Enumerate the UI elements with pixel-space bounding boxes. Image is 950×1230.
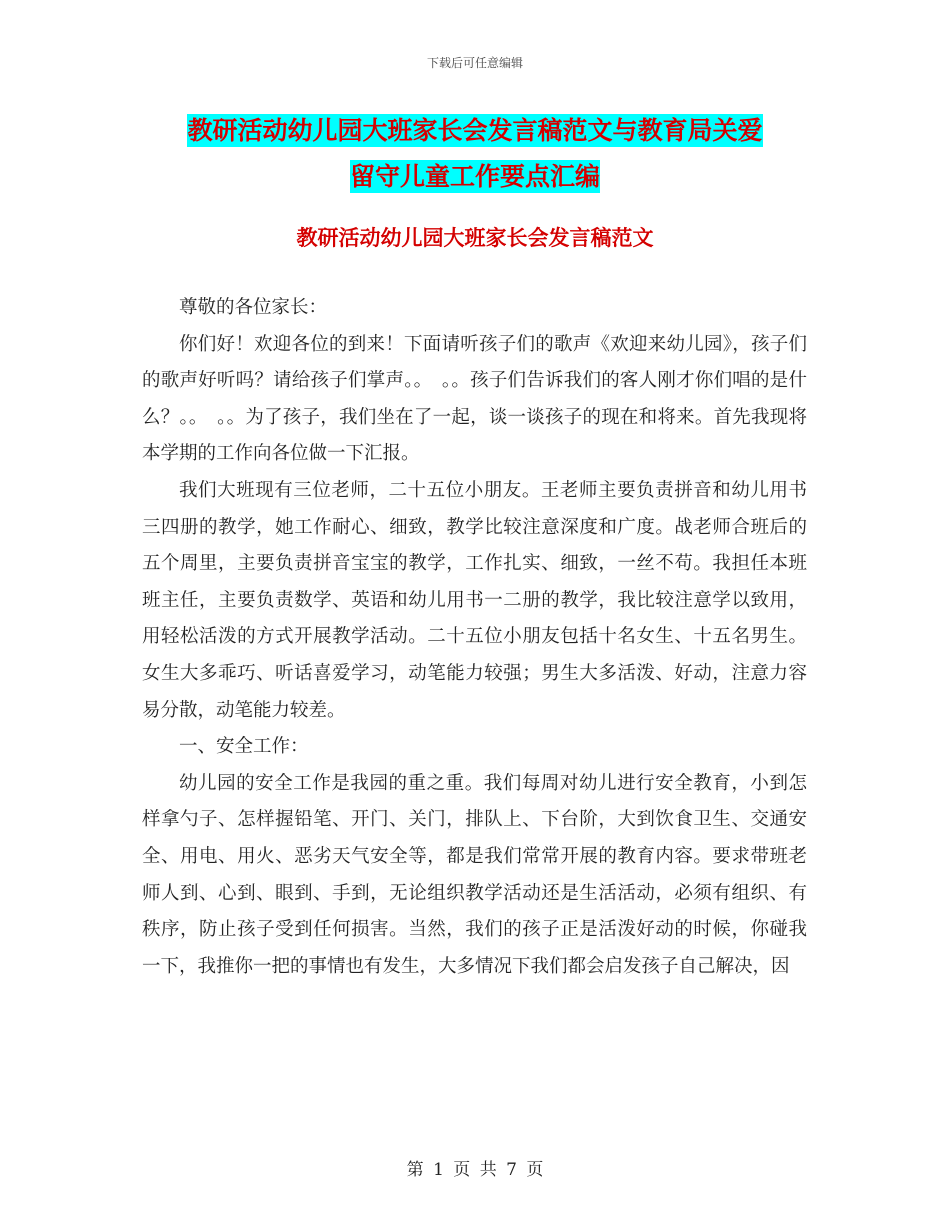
- header-note: 下载后可任意编辑: [426, 56, 523, 70]
- page-number: 第 1 页 共 7 页: [406, 1160, 544, 1180]
- paragraph-class-intro: 我们大班现有三位老师，二十五位小朋友。王老师主要负责拼音和幼儿用书三四册的教学，她工作耐心、细致，教学比较注意深度和广度。战老师合班后的五个周里，主要负责拼音宝宝的教学，工作扎实、细致，一丝不苟。我担任本班班主任，主要负责数学、英语和幼儿用书一二册的教学，我比较注意学以致用，用轻松活泼的方式开展教学活动。二十五位小朋友包括十名女生、十五名男生。女生大多乖巧、听话喜爱学习，动笔能力较强；男生大多活泼、好动，注意力容易分散，动笔能力较差。: [142, 479, 807, 721]
- paragraph-welcome: 你们好！欢迎各位的到来！下面请听孩子们的歌声《欢迎来幼儿园》，孩子们的歌声好听吗？请给孩子们掌声。。 。。孩子们告诉我们的客人刚才你们唱的是什么？。。 。。为了孩子，我们坐在了一起，谈一谈孩子的现在和将来。首先我现将本学期的工作向各位做一下汇报。: [142, 333, 807, 465]
- document-title: [140, 108, 810, 200]
- document-body: [142, 290, 807, 985]
- section-title: 教研活动幼儿园大班家长会发言稿范文: [296, 225, 654, 250]
- paragraph-safety: 幼儿园的安全工作是我园的重之重。我们每周对幼儿进行安全教育，小到怎样拿勺子、怎样握铅笔、开门、关门，排队上、下台阶，大到饮食卫生、交通安全、用电、用火、恶劣天气安全等，都是我们常常开展的教育内容。要求带班老师人到、心到、眼到、手到，无论组织教学活动还是生活活动，必须有组织、有秩序，防止孩子受到任何损害。当然，我们的孩子正是活泼好动的时候，你碰我一下，我推你一把的事情也有发生，大多情况下我们都会启发孩子自己解决，因: [142, 772, 807, 977]
- title-line-1: 教研活动幼儿园大班家长会发言稿范文与教育局关爱: [187, 116, 763, 145]
- paragraph-greeting: 尊敬的各位家长：: [179, 297, 328, 318]
- paragraph-heading-safety: 一、安全工作：: [179, 736, 309, 758]
- title-line-2: 留守儿童工作要点汇编: [349, 162, 600, 191]
